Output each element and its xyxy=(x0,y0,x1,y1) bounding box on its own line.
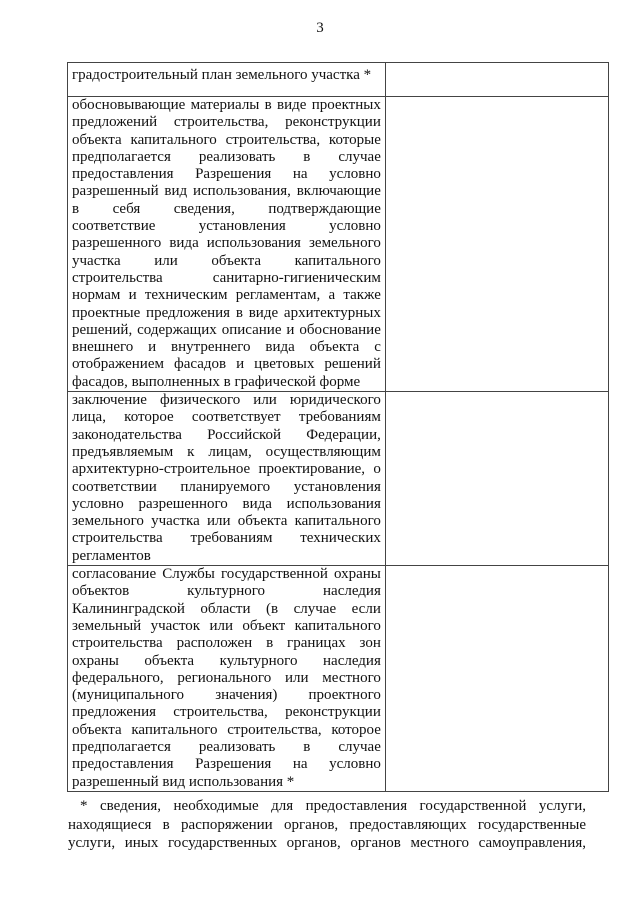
document-name-cell xyxy=(68,392,386,566)
text-line: регламентов xyxy=(72,547,151,564)
value-cell xyxy=(385,566,608,792)
text-line: предоставления Разрешения на условно xyxy=(72,166,381,183)
text-line: в себя сведения, подтверждающие xyxy=(72,200,381,217)
text-line: предполагается реализовать в случае xyxy=(72,738,381,755)
value-cell xyxy=(385,392,608,566)
text-line: соответствии планируемого установления xyxy=(72,478,381,495)
text-line: предоставления Разрешения на условно xyxy=(72,756,381,773)
text-line: разрешенный вид использования * xyxy=(72,773,295,790)
text-line: нормам и техническим регламентам, а также xyxy=(72,287,381,304)
text-line: объектов культурного наследия xyxy=(72,583,381,600)
text-line: предложения строительства, реконструкции xyxy=(72,704,381,721)
documents-table xyxy=(67,62,609,792)
text-line: условно разрешенного вида использования xyxy=(72,495,381,512)
text-line: решений, содержащих описание и обоснование xyxy=(72,321,381,338)
table-row xyxy=(68,392,609,566)
footnote xyxy=(68,797,586,853)
text-line: объекта капитального строительства, которое xyxy=(72,721,381,738)
text-line: обосновывающие материалы в виде проектных xyxy=(72,97,381,113)
text-line: внешнего и внутреннего вида объекта с xyxy=(72,339,381,356)
document-name-cell xyxy=(68,566,386,792)
text-line: предъявляемым к лицам, осуществляющим xyxy=(72,443,381,460)
footnote-line: * сведения, необходимые для предоставления государственной услуги, xyxy=(80,798,586,814)
text-line: согласование Службы государственной охраны xyxy=(72,566,381,583)
footnote-line: находящиеся в распоряжении органов, предоставляющих государственные xyxy=(68,816,586,833)
text-line: законодательства Российской Федерации, xyxy=(72,426,381,443)
table-row xyxy=(68,97,609,392)
text-line: строительства требованиям технических xyxy=(72,530,381,547)
text-line: земельного участка или объекта капитального xyxy=(72,513,381,530)
text-line: Калининградской области (в случае если xyxy=(72,600,381,617)
text-line: фасадов, выполненных в графической форме xyxy=(72,373,361,390)
text-line: архитектурно-строительное проектирование, о xyxy=(72,461,381,478)
text-line: отображением фасадов и цветовых решений xyxy=(72,356,381,373)
table-row xyxy=(68,566,609,792)
text-line: охраны объекта культурного наследия xyxy=(72,652,381,669)
text-line: земельный участок или объект капитального xyxy=(72,617,381,634)
text-line: объекта капитального строительства, которые xyxy=(72,131,381,148)
text-line: (муниципального значения) проектного xyxy=(72,687,381,704)
text-line: строительства расположен в границах зон xyxy=(72,635,381,652)
text-line: заключение физического или юридического xyxy=(72,392,381,409)
text-line: предполагается реализовать в случае xyxy=(72,148,381,165)
text-line: проектные предложения в виде архитектурных xyxy=(72,304,381,321)
value-cell xyxy=(385,63,608,97)
text-line: разрешенного вида использования земельного xyxy=(72,235,381,252)
page-number: 3 xyxy=(316,20,324,36)
footnote-line: услуги, иных государственных органов, органов местного самоуправления, xyxy=(68,835,586,851)
text-line: градостроительный план земельного участка * xyxy=(72,67,372,83)
text-line: предложений строительства, реконструкции xyxy=(72,114,381,131)
table-row xyxy=(68,63,609,97)
document-name-cell xyxy=(68,63,386,97)
text-line: разрешенный вид использования, включающие xyxy=(72,183,381,200)
value-cell xyxy=(385,97,608,392)
text-line: соответствие установления условно xyxy=(72,218,381,235)
text-line: участка или объекта капитального xyxy=(72,252,381,269)
text-line: федерального, регионального или местного xyxy=(72,669,381,686)
text-line: строительства санитарно-гигиеническим xyxy=(72,269,381,286)
text-line: лица, которое соответствует требованиям xyxy=(72,409,381,426)
document-name-cell xyxy=(68,97,386,392)
